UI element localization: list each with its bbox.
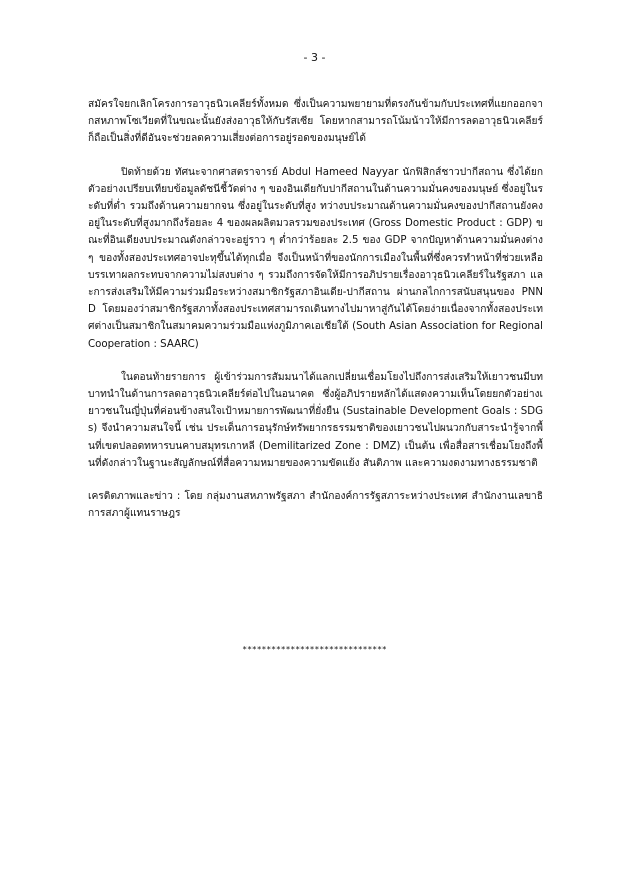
document-body xyxy=(88,96,543,522)
paragraph-nayyar-view: ปิดท้ายด้วย ทัศนะจากศาสตราจารย์ Abdul Hameed Nayyar นักฟิสิกส์ชาวปากีสถาน ซึ่งได้ยกตัวอย่างเปรียบเทียบข้อมูลดัชนีชี้วัดต่าง ๆ ของอินเดียกับปากีสถานในด้านความมั่นคงของมนุษย์ ซึ่งอยู่ในระดับที่ต่ำ รวมถึงด้านความยากจน ซึ่งอยู่ในระดับที่สูง ทว่างบประมาณด้านความมั่นคงของปากีสถานยังคงอยู่ในระดับที่สูงมากถึงร้อยละ 4 ของผลผลิตมวลรวมของประเทศ (Gross Domestic Product : GDP) ขณะที่อินเดียงบประมาณดังกล่าวจะอยู่ราว ๆ ต่ำกว่าร้อยละ 2.5 ของ GDP จากปัญหาด้านความมั่นคงต่าง ๆ ของทั้งสองประเทศอาจปะทุขึ้นได้ทุกเมื่อ จึงเป็นหน้าที่ของนักการเมืองในพื้นที่ซึ่งควรทำหน้าที่ช่วยเหลือบรรเทาผลกระทบจากความไม่สงบต่าง ๆ รวมถึงการจัดให้มีการอภิปรายเรื่องอาวุธนิวเคลียร์ในรัฐสภา และการส่งเสริมให้มีความร่วมมือระหว่างสมาชิกรัฐสภาอินเดีย-ปากีสถาน ผ่านกลไกการสนับสนุนของ PNND โดยมองว่าสมาชิกรัฐสภาทั้งสองประเทศสามารถเดินทางไปมาหาสู่กันได้โดยง่ายเนื่องจากทั้งสองประเทศต่างเป็นสมาชิกในสมาคมความร่วมมือแห่งภูมิภาคเอเชียใต้ (South Asian Association for Regional Cooperation : SAARC) xyxy=(88,166,543,350)
paragraph-youth-role: ในตอนท้ายรายการ ผู้เข้าร่วมการสัมมนาได้แลกเปลี่ยนเชื่อมโยงไปถึงการส่งเสริมให้เยาวชนมีบทบาทนำในด้านการลดอาวุธนิวเคลียร์ต่อไปในอนาคต ซึ่งผู้อภิปรายหลักได้แสดงความเห็นโดยยกตัวอย่างเยาวชนในญี่ปุ่นที่ค่อนข้างสนใจเป้าหมายการพัฒนาที่ยั่งยืน (Sustainable Development Goals : SDGs) จึงนำความสนใจนี้ เช่น ประเด็นการอนุรักษ์ทรัพยากรธรรมชาติของเยาวชนไปผนวกกับสาระนำรู้จากพื้นที่เขตปลอดทหารบนคาบสมุทรเกาหลี (Demilitarized Zone : DMZ) เป็นต้น เพื่อสื่อสารเชื่อมโยงถึงพื้นที่ดังกล่าวในฐานะสัญลักษณ์ที่สื่อความหมายของความขัดแย้ง สันติภาพ และความงดงามทางธรรมชาติ xyxy=(88,371,543,469)
page-number: - 3 - xyxy=(303,51,326,64)
paragraph-credit: เครดิตภาพและข่าว : โดย กลุ่มงานสหภาพรัฐสภา สำนักองค์การรัฐสภาระหว่างประเทศ สำนักงานเลขาธิการสภาผู้แทนราษฎร xyxy=(88,491,543,520)
end-separator: ****************************** xyxy=(242,645,387,654)
paragraph-continuation: สมัครใจยกเลิกโครงการอาวุธนิวเคลียร์ทั้งหมด ซึ่งเป็นความพยายามที่ตรงกันข้ามกับประเทศที่แยกออกจากสหภาพโซเวียตที่ในขณะนั้นยังส่งอาวุธให้กับรัสเซีย โดยหากสามารถโน้มน้าวให้มีการลดอาวุธนิวเคลียร์ก็ถือเป็นสิ่งที่ดีอันจะช่วยลดความเสี่ยงต่อการอยู่รอดของมนุษย์ได้ xyxy=(88,99,543,145)
